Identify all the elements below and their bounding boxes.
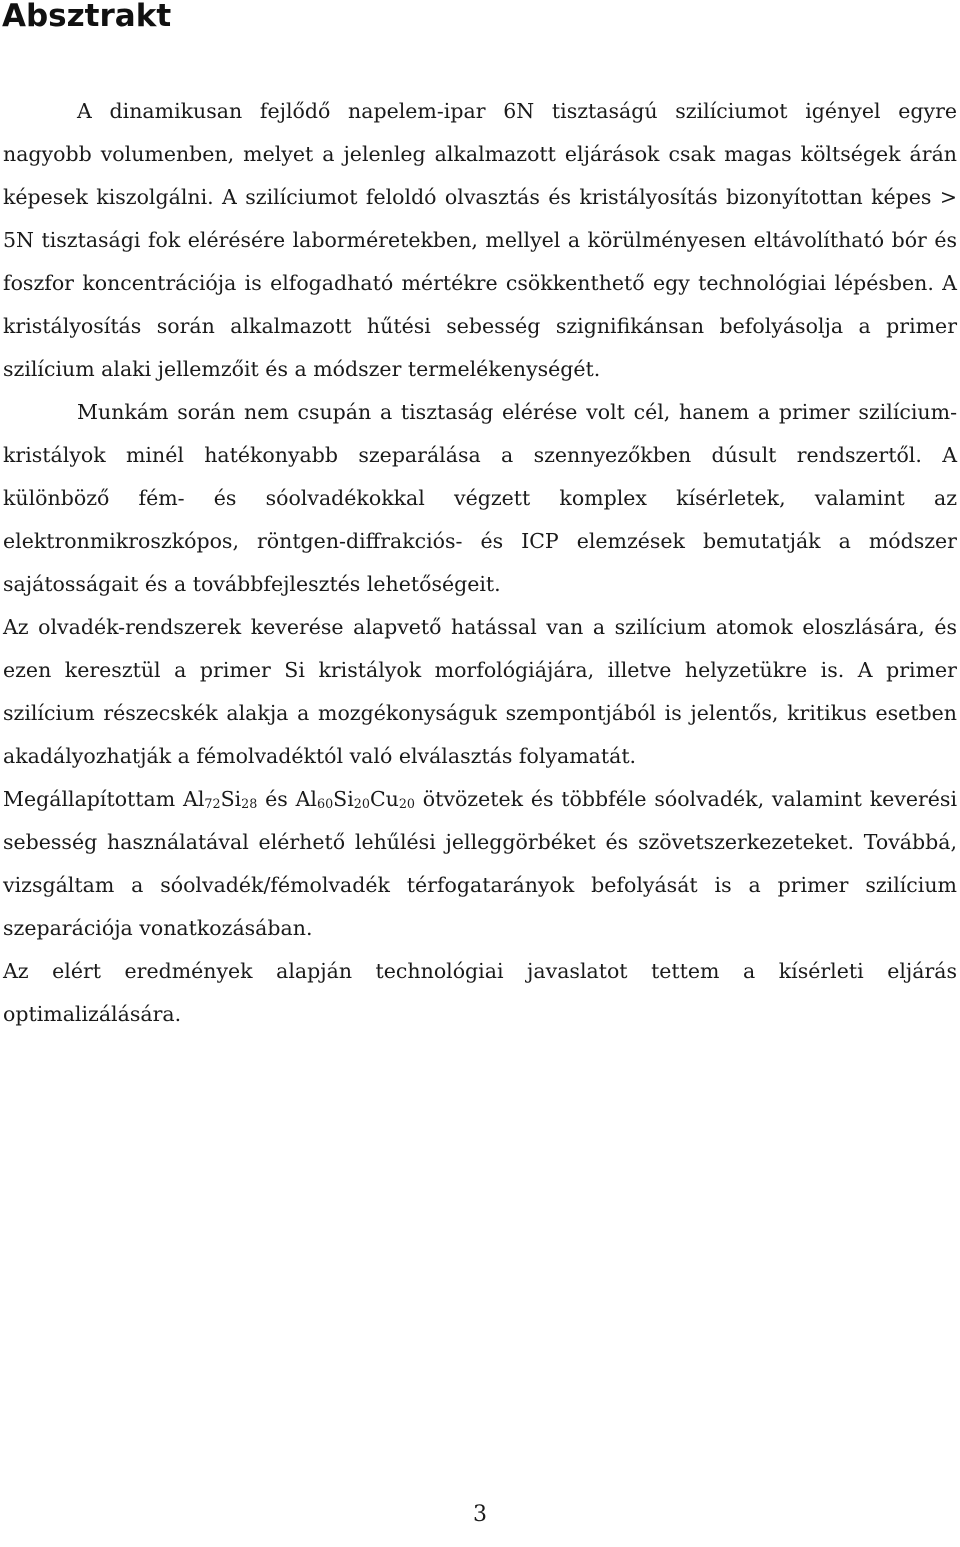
element-symbol: Al xyxy=(295,787,317,811)
element-symbol: Si xyxy=(333,787,354,811)
subscript: 20 xyxy=(353,795,370,811)
alloy-formula-1 xyxy=(183,787,257,811)
paragraph-alloys xyxy=(3,778,957,950)
paragraph-mixing: Az olvadék-rendszerek keverése alapvető hatással van a szilícium atomok eloszlására, és ezen keresztül a primer Si kristályok morfológiájára, illetve helyzetükre is. A primer szilícium részecskék alakja a mozgékonyságuk szempontjából is jelentős, kritikus esetben akadályozhatják a fémolvadéktól való elválasztás folyamatát. xyxy=(3,615,957,768)
paragraph-goal: Munkám során nem csupán a tisztaság elérése volt cél, hanem a primer szilícium-kristályok minél hatékonyabb szeparálása a szennyezőkben dúsult rendszertől. A különböző fém- és sóolvadékokkal végzett komplex kísérletek, valamint az elektronmikroszkópos, röntgen-diffrakciós- és ICP elemzések bemutatják a módszer sajátosságait és a továbbfejlesztés lehetőségeit. xyxy=(3,400,957,596)
element-symbol: Cu xyxy=(369,787,399,811)
alloy-formula-2 xyxy=(296,787,415,811)
alloy-rest-text: ötvözetek és többféle sóolvadék, valamint keverési sebesség használatával elérhető lehűlési jelleggörbéket és szövetszerkezeteket. Továbbá, vizsgáltam a sóolvadék/fémolvadék térfogatarányok befolyását is a primer szilícium szeparációja vonatkozásában. xyxy=(3,787,958,940)
abstract-body xyxy=(3,90,957,1036)
subscript: 60 xyxy=(316,795,334,811)
alloy-lead-text: Megállapítottam xyxy=(3,787,184,811)
section-heading: Absztrakt xyxy=(2,0,172,34)
element-symbol: Al xyxy=(183,787,205,811)
subscript: 28 xyxy=(241,795,258,811)
element-symbol: Si xyxy=(220,787,242,811)
subscript: 20 xyxy=(398,795,415,811)
paragraph-intro: A dinamikusan fejlődő napelem-ipar 6N tisztaságú szilíciumot igényel egyre nagyobb volumenben, melyet a jelenleg alkalmazott eljárások csak magas költségek árán képesek kiszolgálni. A szilíciumot feloldó olvasztás és kristályosítás bizonyítottan képes > 5N tisztasági fok elérésére laborméretekben, mellyel a körülményesen eltávolítható bór és foszfor koncentrációja is elfogadható mértékre csökkenthető egy technológiai lépésben. A kristályosítás során alkalmazott hűtési sebesség szignifikánsan befolyásolja a primer szilícium alaki jellemzőit és a módszer termelékenységét. xyxy=(3,99,957,381)
alloy-joiner-text: és xyxy=(257,787,296,811)
subscript: 72 xyxy=(204,795,221,811)
page-number: 3 xyxy=(473,1502,487,1527)
paragraph-closing: Az elért eredmények alapján technológiai javaslatot tettem a kísérleti eljárás optimalizálására. xyxy=(3,959,957,1026)
